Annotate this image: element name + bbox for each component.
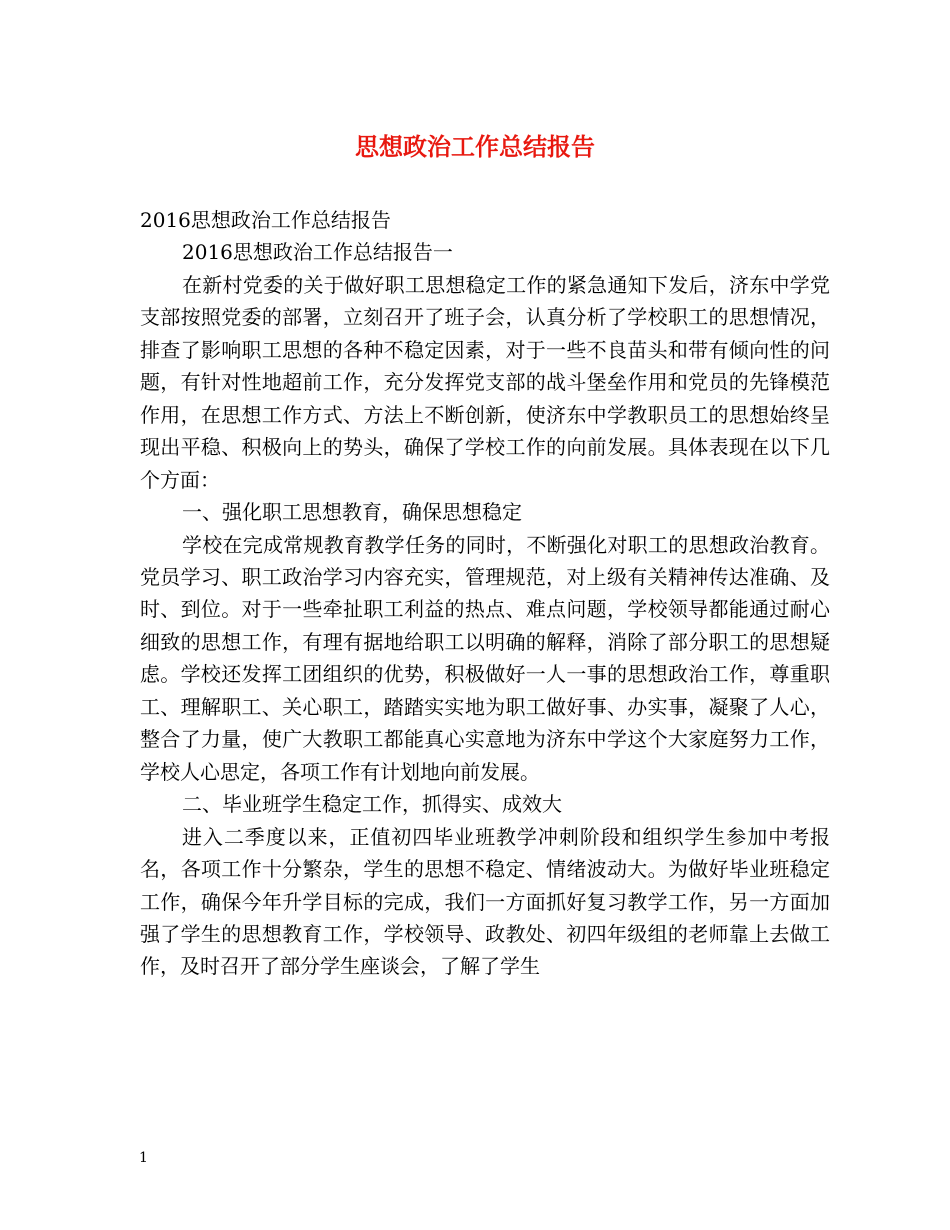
subtitle-line: 2016思想政治工作总结报告 (140, 208, 391, 232)
page-number: 1 (139, 1150, 148, 1166)
body-paragraph: 学校在完成常规教育教学任务的同时，不断强化对职工的思想政治教育。党员学习、职工政治学习内容充实，管理规范，对上级有关精神传达准确、及时、到位。对于一些牵扯职工利益的热点、难点问题，学校领导都能通过耐心细致的思想工作，有理有据地给职工以明确的解释，消除了部分职工的思想疑虑。学校还发挥工团组织的优势，积极做好一人一事的思想政治工作，尊重职工、理解职工、关心职工，踏踏实实地为职工做好事、办实事，凝聚了人心，整合了力量，使广大教职工都能真心实意地为济东中学这个大家庭努力工作，学校人心思定，各项工作有计划地向前发展。 (140, 532, 830, 784)
section-heading: 二、毕业班学生稳定工作，抓得实、成效大 (182, 792, 562, 817)
body-paragraph: 在新村党委的关于做好职工思想稳定工作的紧急通知下发后，济东中学党支部按照党委的部署，立刻召开了班子会，认真分析了学校职工的思想情况，排查了影响职工思想的各种不稳定因素，对于一些不良苗头和带有倾向性的问题，有针对性地超前工作，充分发挥党支部的战斗堡垒作用和党员的先锋模范作用，在思想工作方式、方法上不断创新，使济东中学教职员工的思想始终呈现出平稳、积极向上的势头，确保了学校工作的向前发展。具体表现在以下几个方面： (140, 272, 830, 492)
document-title: 思想政治工作总结报告 (355, 132, 595, 161)
body-paragraph: 进入二季度以来，正值初四毕业班教学冲刺阶段和组织学生参加中考报名，各项工作十分繁杂，学生的思想不稳定、情绪波动大。为做好毕业班稳定工作，确保今年升学目标的完成，我们一方面抓好复习教学工作，另一方面加强了学生的思想教育工作，学校领导、政教处、初四年级组的老师靠上去做工作，及时召开了部分学生座谈会，了解了学生 (140, 824, 830, 979)
section-heading: 一、强化职工思想教育，确保思想稳定 (182, 500, 522, 525)
section-heading: 2016思想政治工作总结报告一 (182, 240, 453, 265)
document-body (140, 204, 830, 983)
